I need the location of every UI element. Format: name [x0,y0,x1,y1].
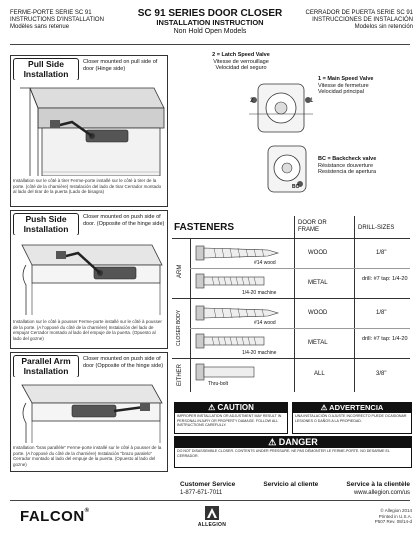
header-french-sub2: Modèles sans retenue [10,24,70,30]
screw-wood-1 [196,246,278,260]
footer-divider [10,500,410,501]
drill-5: 3/8" [376,371,387,377]
danger-box [174,436,412,468]
screw-drawings [194,242,292,392]
copyright: © Allegion 2014 [380,508,412,513]
col-door-frame: DOOR OR FRAME [298,220,327,233]
allegion-name: ALLEGION [197,522,227,528]
caution-text: IMPROPER INSTALLATION OR ADJUSTMENT MAY RESULT IN PERSONAL INJURY OR PROPERTY DAMAGE. FOLLOW ALL INSTRUCTIONS CAREFULLY. [177,414,282,428]
service-web[interactable]: www.allegion.com/us [353,490,410,496]
col-divider-1 [294,216,295,392]
main-valve-fr: Vitesse de fermeture [318,82,369,89]
backcheck-valve-label [318,156,408,176]
backcheck-valve-title: BC = Backcheck valve [318,156,377,162]
header-spanish [293,10,413,31]
pull-side-note: Closer mounted on pull side of door (Hinge side) [83,59,158,72]
backcheck-valve-fr: Résistance douverture [318,162,374,169]
service-en: Customer Service [180,481,236,488]
valve-bc-label: BC [292,184,300,190]
latch-valve-label [196,52,286,72]
fasteners-title: FASTENERS [174,222,235,233]
header-french-sub: INSTRUCTIONS D'INSTALLATION [10,17,104,23]
closer-top-view [246,78,316,138]
danger-icon: ⚠ [268,437,279,447]
main-valve-title: 1 = Main Speed Valve [318,76,374,82]
latch-valve-fr: Vitesse de verrouillage [213,58,269,65]
fasteners-header [172,216,410,239]
screw-thru-bolt [196,364,254,380]
service-phone: 1-877-671-7011 [180,490,223,496]
drill-2: drill: #7 tap: 1/4-20 [362,276,408,282]
pull-side-title: Pull Side Installation [13,58,79,81]
group-either: EITHER [177,363,183,386]
screw-label-1: #14 wood [254,260,276,266]
col-drill-sizes: DRILL-SIZES [358,225,395,231]
valve-number-2: 2 [250,98,254,104]
pull-side-panel [10,55,168,207]
drill-3: 1/8" [376,310,387,316]
latch-valve-es: Velocidad del seguro [215,65,267,71]
screw-label-3: #14 wood [254,320,276,326]
valve-number-1: 1 [310,98,314,104]
push-side-illustration [12,235,166,317]
service-fr: Service à la clientèle [346,481,410,488]
header-english [135,8,285,36]
parallel-arm-text: Installation "bras parallèle" Ferme-porte installé sur le côté à pousser de la porte. (A l'opposé du côté de la charnière) Instalación "brazo paralelo" Cerrador montado al lado del empuje de la puerta. (Opuesto al lado del gozne) [13,445,162,467]
falcon-logo [20,508,90,525]
header-spanish-title: CERRADOR DE PUERTA SERIE SC 91 [305,10,413,16]
header-french-title: FERME-PORTE SERIE SC 91 [10,10,92,16]
page-subtitle: INSTALLATION INSTRUCTION [156,18,264,27]
push-side-panel [10,210,168,349]
mat-2: METAL [308,280,328,286]
parallel-arm-panel [10,352,168,472]
backcheck-valve-es: Resistencia de apertura [318,169,377,175]
group-arm: ARM [177,264,183,278]
screw-label-2: 1/4-20 machine [242,290,277,296]
advertencia-icon: ⚠ [320,403,330,412]
parallel-arm-illustration [12,377,166,443]
printed-in: Printed in U.S.A. [378,513,412,519]
screw-machine-1 [196,274,264,288]
col-divider-2 [354,216,355,392]
mat-4: METAL [308,340,328,346]
page-subtitle2: Non Hold Open Models [173,27,247,35]
footer-meta [340,508,412,525]
screw-label-5: Thru-bolt [208,381,229,387]
service-es: Servicio al cliente [263,481,319,488]
header-divider [10,44,410,45]
fasteners-table [172,216,410,392]
header-french [10,10,105,31]
advertencia-box [292,402,412,434]
latch-valve-title: 2 = Latch Speed Valve [212,52,270,58]
registered-mark: ® [84,508,90,514]
screw-wood-2 [196,306,278,320]
danger-title: DANGER [278,437,318,447]
parallel-arm-title: Parallel Arm Installation [13,355,79,378]
part-number: P507 Rev. 08/14-d [374,519,412,524]
mat-1: WOOD [308,250,328,256]
brand-name: FALCON [20,508,85,525]
caution-title: CAUTION [217,403,254,412]
caution-box [174,402,288,434]
group-closer-body: CLOSER BODY [176,309,182,346]
drill-1: 1/8" [376,250,387,256]
screw-label-4: 1/4-20 machine [242,350,277,356]
drill-4: drill: #7 tap: 1/4-20 [362,336,408,342]
main-valve-es: Velocidad principal [318,89,364,95]
parallel-arm-note: Closer mounted on push side of door (Opposite of the hinge side) [83,356,164,369]
header-spanish-sub: INSTRUCCIONES DE INSTALACIÓN [312,17,413,23]
header-spanish-sub2: Modelos sin retención [354,24,413,30]
pull-side-text: Installation sur le côté à tirer Ferme-porte installé sur le côté à tirer de la porte. (côté de la charnière) Instalación del lado de tirar Cerrador montado al lado del tirar de la puerta (Lado de bisagra) [13,178,162,194]
customer-service [180,481,410,496]
screw-machine-2 [196,334,264,348]
main-valve-label [318,76,408,96]
closer-side-view [262,142,312,197]
mat-3: WOOD [308,310,328,316]
mat-5: ALL [314,371,325,377]
caution-icon: ⚠ [208,403,218,412]
advertencia-text: UNA INSTALACIÓN O AJUSTE INCORRECTO PUEDE OCASIONAR LESIONES O DAÑOS A LA PROPIEDAD. [295,414,407,423]
danger-text: DO NOT DISASSEMBLE CLOSER. CONTENTS UNDER PRESSURE. NE PAS DÉMONTER LE FERME-PORTE. NO DESARME EL CERRADOR. [177,449,390,458]
push-side-title: Push Side Installation [13,213,79,236]
allegion-logo-icon [205,506,219,520]
advertencia-title: ADVERTENCIA [329,403,384,412]
push-side-note: Closer mounted on push side of door. (Opposite of the hinge side) [83,214,165,227]
page-title: SC 91 SERIES DOOR CLOSER [137,8,283,19]
push-side-text: Installation sur le côté à pousser Ferme-porte installé sur le côté à pousser de la porte. (A l'opposé du côté de la charnière) Instalación del lado de empujar Cerrador montado al lado del empuje de la puerta. (Opuesto al lado del gozne) [13,319,162,341]
pull-side-illustration [12,80,166,176]
